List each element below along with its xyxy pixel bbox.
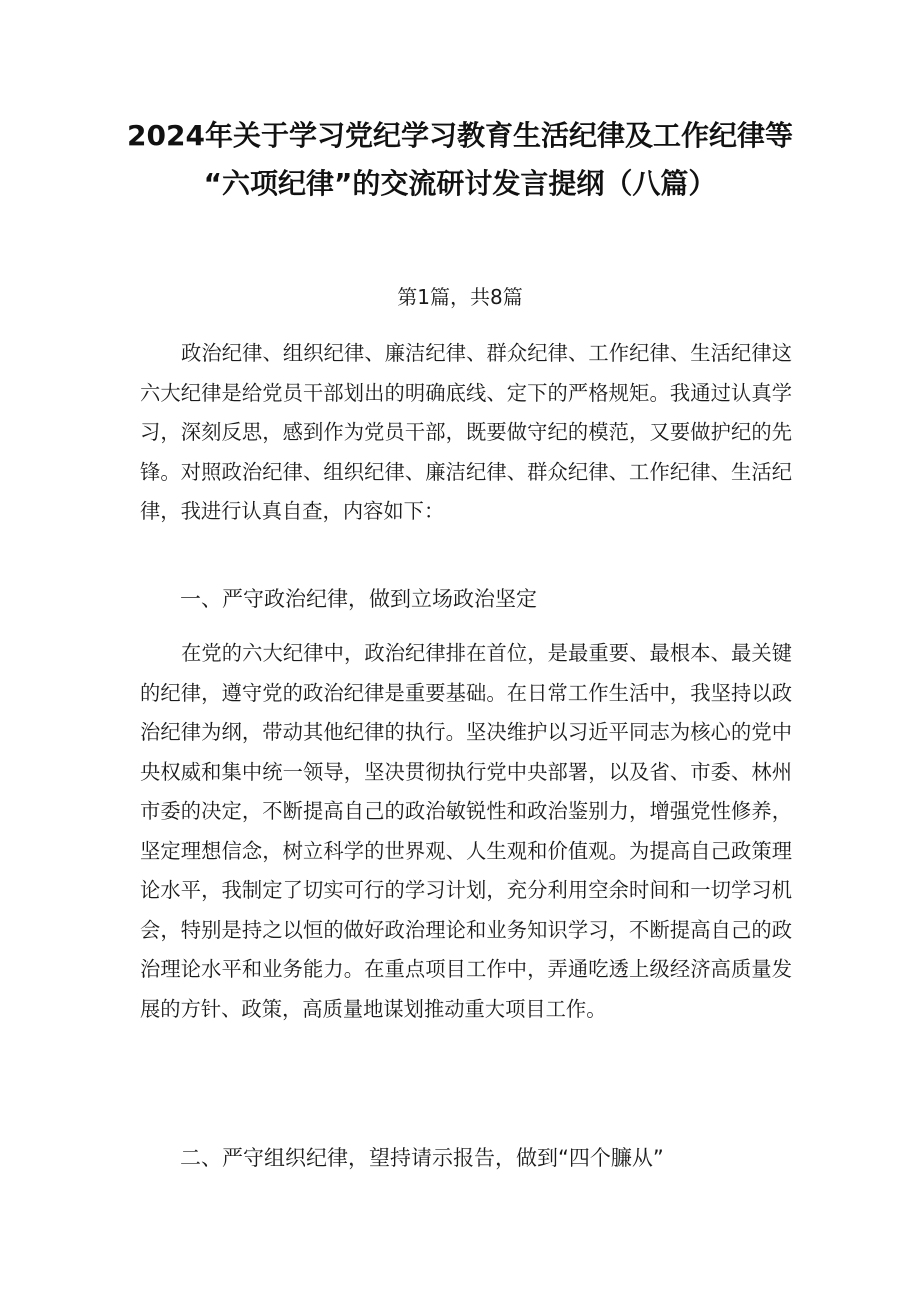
section-1-heading: 一、严守政治纪律，做到立场政治坚定: [180, 587, 537, 611]
document-title-line-1: 2024年关于学习党纪学习教育生活纪律及工作纪律等: [127, 119, 793, 152]
section-1-paragraph: 在党的六大纪律中，政治纪律排在首位，是最重要、最根本、最关键的纪律，遵守党的政治纪律是重要基础。在日常工作生活中，我坚持以政治纪律为纲，带动其他纪律的执行。坚决维护以习近平同志为核心的党中央权威和集中统一领导，坚决贯彻执行党中央部署，以及省、市委、林州市委的决定，不断提高自己的政治敏锐性和政治鉴别力，增强党性修养，坚定理想信念，树立科学的世界观、人生观和价值观。为提高自己政策理论水平，我制定了切实可行的学习计划，充分利用空余时间和一切学习机会，特别是持之以恒的做好政治理论和业务知识学习，不断提高自己的政治理论水平和业务能力。在重点项目工作中，弄通吃透上级经济高质量发展的方针、政策，高质量地谋划推动重大项目工作。: [140, 641, 792, 1021]
section-2-heading: 二、严守组织纪律，望持请示报告，做到“四个臁从”: [180, 1146, 664, 1170]
document-title: [110, 112, 810, 208]
intro-paragraph: 政治纪律、组织纪律、廉洁纪律、群众纪律、工作纪律、生活纪律这六大纪律是给党员干部划出的明确底线、定下的严格规矩。我通过认真学习，深刻反思，感到作为党员干部，既要做守纪的模范，又要做护纪的先锋。对照政治纪律、组织纪律、廉洁纪律、群众纪律、工作纪律、生活纪律，我进行认真自查，内容如下：: [140, 341, 792, 523]
document-title-line-2: “六项纪律”的交流研讨发言提纲（八篇）: [203, 167, 717, 200]
part-indicator: 第1篇，共8篇: [397, 285, 523, 309]
